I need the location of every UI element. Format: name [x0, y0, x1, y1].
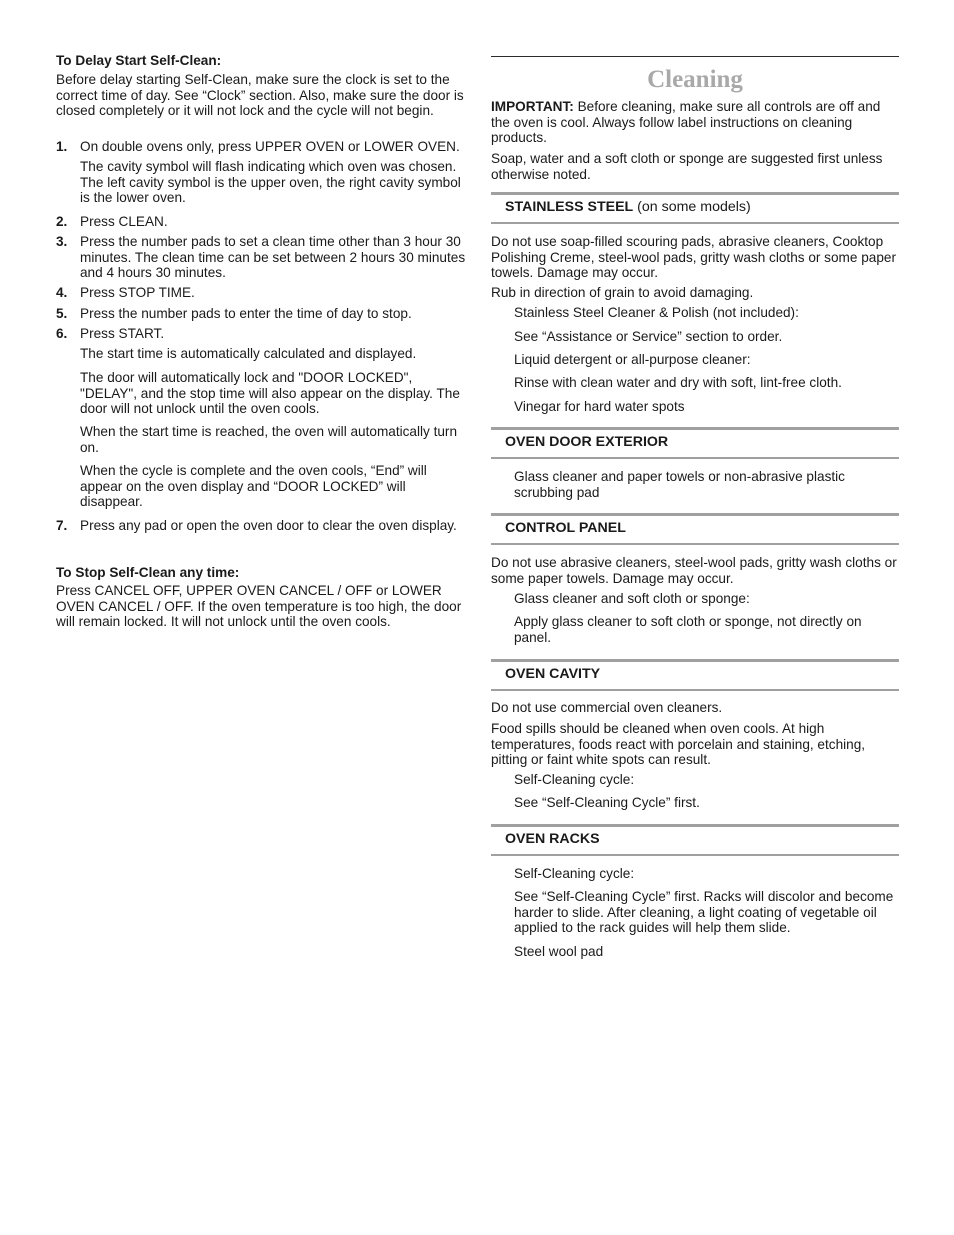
- cavity-spills: Food spills should be cleaned when oven cools. At high temperatures, foods react with porcelain and staining, etching, pitting or faint white spots can result.: [491, 721, 866, 768]
- step-6-note: When the cycle is complete and the oven cools, “End” will appear on the oven display and “DOOR LOCKED” will disappear.: [80, 463, 427, 510]
- section-header-oven-cavity: [491, 659, 899, 691]
- control-item: Glass cleaner and soft cloth or sponge:: [514, 591, 750, 606]
- important-label: IMPORTANT:: [491, 99, 574, 114]
- step-number: 3.: [56, 234, 68, 249]
- step-text: Press the number pads to enter the time of day to stop.: [80, 306, 412, 321]
- section-rule: [491, 543, 899, 545]
- step-text: Press CLEAN.: [80, 214, 168, 229]
- section-subtitle: (on some models): [633, 199, 751, 215]
- step-1-note: The cavity symbol will flash indicating which oven was chosen. The left cavity symbol is the upper oven, the right cavity symbol is the lower oven.: [80, 159, 461, 206]
- section-header-control-panel: [491, 513, 899, 545]
- section-rule: [491, 192, 899, 195]
- section-rule: [491, 222, 899, 224]
- stainless-warning: Do not use soap-filled scouring pads, abrasive cleaners, Cooktop Polishing Creme, steel-wool pads, gritty wash cloths or some paper towels. Damage may occur.: [491, 234, 896, 281]
- important-text: Before cleaning, make sure all controls are off and the oven is cool. Always follow label instructions on cleaning products.: [491, 99, 881, 146]
- title-rule: [491, 56, 899, 57]
- section-header-oven-door-exterior: [491, 427, 899, 459]
- page-title: Cleaning: [647, 66, 743, 93]
- cavity-item: See “Self-Cleaning Cycle” first.: [514, 795, 700, 810]
- step-number: 6.: [56, 326, 68, 341]
- step-text: Press any pad or open the oven door to clear the oven display.: [80, 518, 457, 533]
- section-header-oven-racks: [491, 824, 899, 856]
- racks-item: Self-Cleaning cycle:: [514, 866, 635, 881]
- delay-intro: Before delay starting Self-Clean, make sure the clock is set to the correct time of day. See “Clock” section. Also, make sure the door is closed completely or it will not lock and the cycle will not begin.: [56, 72, 464, 119]
- stainless-item: Vinegar for hard water spots: [514, 399, 685, 414]
- section-title: STAINLESS STEEL: [505, 199, 634, 215]
- step-number: 5.: [56, 306, 68, 321]
- stainless-grain: Rub in direction of grain to avoid damaging.: [491, 285, 754, 300]
- stainless-item: See “Assistance or Service” section to order.: [514, 329, 783, 344]
- stop-heading: To Stop Self-Clean any time:: [56, 565, 240, 580]
- section-title: CONTROL PANEL: [505, 520, 626, 536]
- stainless-item: Rinse with clean water and dry with soft, lint-free cloth.: [514, 375, 842, 390]
- soap-note: Soap, water and a soft cloth or sponge are suggested first unless otherwise noted.: [491, 151, 883, 182]
- control-warning: Do not use abrasive cleaners, steel-wool pads, gritty wash cloths or some paper towels. Damage may occur.: [491, 555, 897, 586]
- section-title: OVEN DOOR EXTERIOR: [505, 434, 669, 450]
- section-title: OVEN CAVITY: [505, 666, 601, 682]
- cavity-warning: Do not use commercial oven cleaners.: [491, 700, 723, 715]
- control-item: Apply glass cleaner to soft cloth or sponge, not directly on panel.: [514, 614, 862, 645]
- step-text: On double ovens only, press UPPER OVEN or LOWER OVEN.: [80, 139, 460, 154]
- stainless-item: Stainless Steel Cleaner & Polish (not included):: [514, 305, 799, 320]
- step-number: 1.: [56, 139, 68, 154]
- section-rule: [491, 854, 899, 856]
- step-text: Press the number pads to set a clean time other than 3 hour 30 minutes. The clean time can be set between 2 hours 30 minutes and 4 hours 30 minutes.: [80, 234, 466, 281]
- section-title: OVEN RACKS: [505, 831, 600, 847]
- section-rule: [491, 427, 899, 430]
- section-rule: [491, 659, 899, 662]
- racks-item: Steel wool pad: [514, 944, 604, 959]
- important-note: [491, 99, 899, 146]
- stainless-item: Liquid detergent or all-purpose cleaner:: [514, 352, 751, 367]
- section-rule: [491, 824, 899, 827]
- step-6-note: The start time is automatically calculated and displayed.: [80, 346, 417, 361]
- section-header-stainless-steel: [491, 192, 899, 224]
- stop-text: Press CANCEL OFF, UPPER OVEN CANCEL / OFF or LOWER OVEN CANCEL / OFF. If the oven temperature is too high, the door will remain locked. It will not unlock until the oven cools.: [56, 583, 462, 630]
- step-number: 2.: [56, 214, 68, 229]
- delay-heading: To Delay Start Self-Clean:: [56, 53, 222, 68]
- door-item: Glass cleaner and paper towels or non-abrasive plastic scrubbing pad: [514, 469, 845, 500]
- cavity-item: Self-Cleaning cycle:: [514, 772, 635, 787]
- step-6-note: When the start time is reached, the oven will automatically turn on.: [80, 424, 458, 455]
- section-rule: [491, 457, 899, 459]
- step-text: Press START.: [80, 326, 165, 341]
- step-6-note: The door will automatically lock and "DOOR LOCKED", "DELAY", and the stop time will also appear on the display. The door will not unlock until the oven cools.: [80, 370, 460, 417]
- step-number: 4.: [56, 285, 68, 300]
- section-rule: [491, 689, 899, 691]
- section-rule: [491, 513, 899, 516]
- step-text: Press STOP TIME.: [80, 285, 195, 300]
- racks-item: See “Self-Cleaning Cycle” first. Racks will discolor and become harder to slide. After cleaning, a light coating of vegetable oil applied to the rack guides will help them slide.: [514, 889, 894, 936]
- step-number: 7.: [56, 518, 68, 533]
